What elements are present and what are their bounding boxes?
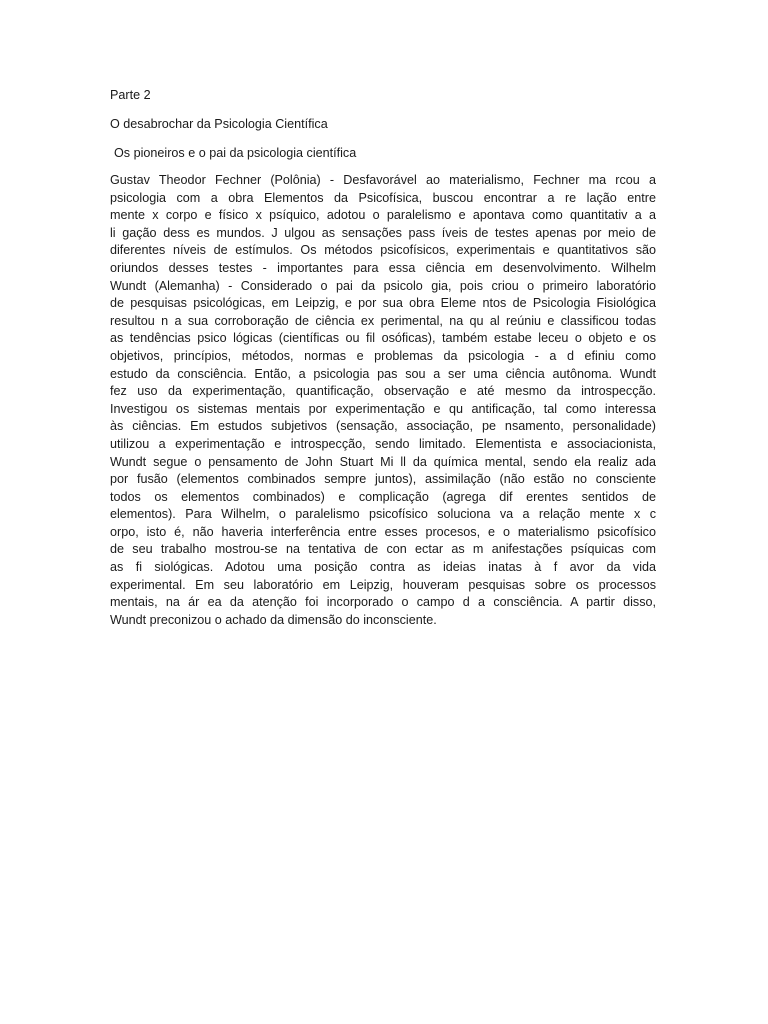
- document-title: O desabrochar da Psicologia Científica: [110, 117, 328, 131]
- paragraph-line: resultou n a sua corroboração de ciência ex perimental, na qu al reúniu e classificou todas: [110, 313, 656, 328]
- paragraph-line: objetivos, princípios, métodos, normas e problemas da psicologia - a d efiniu como: [110, 348, 656, 363]
- paragraph-line: de seu trabalho mostrou-se na tentativa de con ectar as m anifestações psíquicas com: [110, 542, 656, 557]
- body-paragraph: [110, 172, 656, 629]
- paragraph-line: as fi siológicas. Adotou uma posição contra as ideias inatas à f avor da vida: [110, 560, 656, 575]
- paragraph-line: as tendências psico lógicas (científicas ou fil osóficas), também estabe leceu o objeto e os: [110, 331, 656, 346]
- paragraph-line: diferentes níveis de estímulos. Os métodos psicofísicos, experimentais e quantitativos são: [110, 243, 656, 258]
- paragraph-line: Gustav Theodor Fechner (Polônia) - Desfavorável ao materialismo, Fechner ma rcou a: [110, 173, 656, 187]
- paragraph-line: todos os elementos combinados) e complicação (agrega dif erentes sentidos de: [110, 489, 656, 504]
- paragraph-line: Investigou os sistemas mentais por experimentação e qu antificação, tal como interessa: [110, 401, 656, 416]
- part-label: Parte 2: [110, 88, 151, 102]
- section-heading: Os pioneiros e o pai da psicologia científica: [114, 146, 357, 160]
- paragraph-line: às ciências. Em estudos subjetivos (sensação, associação, pe nsamento, personalidade): [110, 419, 656, 434]
- paragraph-line: mente x corpo e físico x psíquico, adotou o paralelismo e apontava como quantitativ a a: [110, 208, 656, 223]
- paragraph-line: utilizou a experimentação e introspecção, sendo limitado. Elementista e associacionista,: [110, 436, 656, 451]
- paragraph-line: orpo, isto é, não haveria interferência entre esses procesos, e o materialismo psicofísico: [110, 524, 656, 539]
- paragraph-line: experimental. Em seu laboratório em Leipzig, houveram pesquisas sobre os processos: [110, 577, 656, 592]
- paragraph-line: oriundos desses testes - importantes para essa ciência em desenvolvimento. Wilhelm: [110, 260, 656, 275]
- document-content: [110, 86, 656, 629]
- paragraph-line: Wundt (Alemanha) - Considerado o pai da psicolo gia, pois criou o primeiro laboratório: [110, 278, 656, 293]
- paragraph-line: fez uso da experimentação, quantificação, observação e até mesmo da introspecção.: [110, 384, 656, 399]
- paragraph-line: Wundt segue o pensamento de John Stuart Mi ll da química mental, sendo ela realiz ada: [110, 454, 656, 469]
- paragraph-line: por fusão (elementos combinados sempre juntos), assimilação (não estão no consciente: [110, 472, 656, 487]
- paragraph-line: estudo da consciência. Então, a psicologia pas sou a ser uma ciência autônoma. Wundt: [110, 366, 656, 381]
- paragraph-line: mentais, na ár ea da atenção foi incorporado o campo d a consciência. A partir disso,: [110, 595, 656, 610]
- paragraph-line: psicologia com a obra Elementos da Psicofísica, buscou encontrar a re lação entre: [110, 190, 656, 205]
- paragraph-line: elementos). Para Wilhelm, o paralelismo psicofísico soluciona va a relação mente x c: [110, 507, 656, 522]
- paragraph-line: li gação dess es mundos. J ulgou as sensações pass íveis de testes apenas por meio de: [110, 225, 656, 240]
- paragraph-line: Wundt preconizou o achado da dimensão do inconsciente.: [110, 612, 437, 627]
- paragraph-line: de pesquisas psicológicas, em Leipzig, e por sua obra Eleme ntos de Psicologia Fisiológica: [110, 296, 656, 311]
